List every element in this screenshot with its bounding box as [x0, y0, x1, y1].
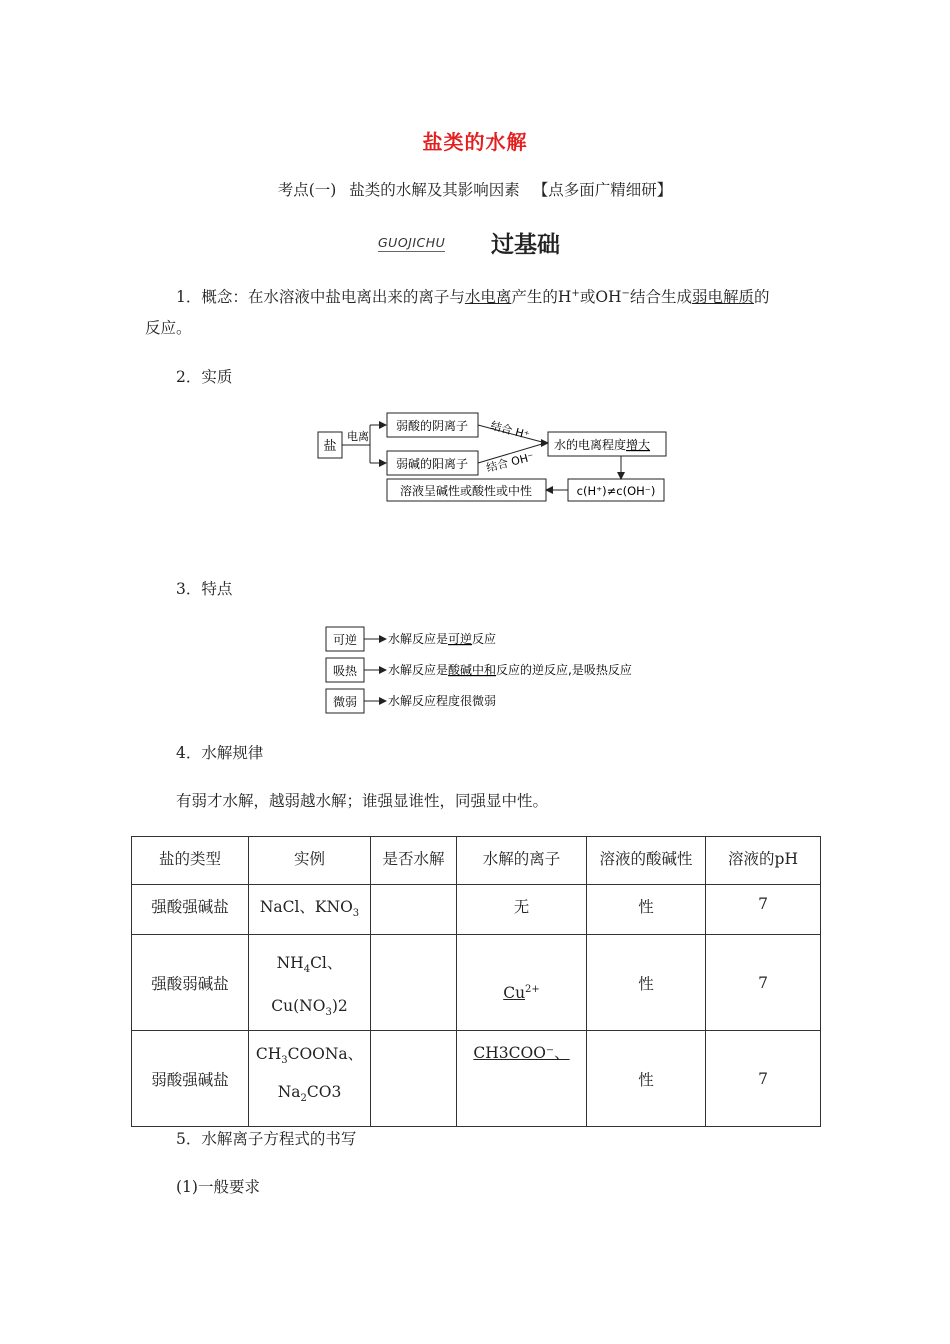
- salt-type-cell: 弱酸强碱盐: [132, 1031, 249, 1127]
- general-requirements: (1)一般要求: [176, 1178, 260, 1196]
- feature-text-1-blank: 可逆: [448, 632, 473, 646]
- hydrolysis-cell: [371, 935, 457, 1031]
- table-row: [132, 1031, 821, 1127]
- ion-cell: 无: [457, 885, 587, 935]
- ion-sup: 2+: [525, 983, 540, 995]
- section-subtitle: [0, 178, 950, 200]
- feature-box-2-label: 吸热: [332, 664, 358, 678]
- concept-sup1: +: [571, 287, 580, 299]
- example-tail-2: )2: [331, 996, 348, 1015]
- salt-type-cell: 强酸弱碱盐: [132, 935, 249, 1031]
- bind-oh-label: 结合 OH⁻: [485, 450, 536, 475]
- example-cell: [249, 1031, 371, 1127]
- example-tail: COONa、: [287, 1044, 364, 1063]
- features-heading: 3．特点: [176, 580, 233, 598]
- ph-cell: 7: [706, 1031, 821, 1127]
- table-header: 溶液的pH: [706, 837, 821, 885]
- concept-blank-1: 水电离: [464, 288, 512, 306]
- example-cell: [249, 885, 371, 935]
- example-sub-2: 2: [300, 1092, 307, 1104]
- concept-line2: 反应。: [145, 319, 192, 337]
- feature-text-2: [388, 662, 632, 677]
- feature-text-1-prefix: 水解反应是: [388, 632, 449, 646]
- feature-text-1: [388, 631, 496, 646]
- ionize-label: 电离: [347, 430, 369, 443]
- ion-text: Cu: [503, 984, 526, 1002]
- bind-h-label: 结合 H⁺: [489, 419, 531, 442]
- subtitle-part2: 盐类的水解及其影响因素: [349, 181, 520, 199]
- concept-suffix: 的: [753, 288, 770, 306]
- features-diagram: [320, 622, 670, 718]
- acidity-cell: 性: [587, 935, 706, 1031]
- banner-en: GUOJICHU: [378, 235, 446, 250]
- example-sub: 3: [281, 1054, 288, 1066]
- example-text: CH: [255, 1044, 282, 1063]
- table-header: 盐的类型: [132, 837, 249, 885]
- ph-cell: 7: [706, 935, 821, 1031]
- example-line-1: [249, 1041, 370, 1067]
- feature-text-2-blank: 酸碱中和: [448, 663, 497, 677]
- example-sub: 4: [303, 963, 311, 975]
- concept-line1: [176, 282, 836, 312]
- concept-mid3: 结合生成: [629, 288, 692, 306]
- concept-mid1: 产生的H: [511, 288, 572, 306]
- banner-zh: 过基础: [491, 232, 560, 258]
- feature-text-2-suffix: 反应的逆反应,是吸热反应: [496, 663, 632, 677]
- table-header: 实例: [249, 837, 371, 885]
- example-text: NH: [276, 953, 304, 972]
- ion-cell: [457, 1031, 587, 1127]
- hydrolysis-cell: [371, 885, 457, 935]
- essence-diagram: [310, 408, 670, 508]
- concept-sup2: −: [621, 287, 630, 299]
- rules-text: 有弱才水解，越弱越水解；谁强显谁性，同强显中性。: [176, 792, 549, 810]
- hydrolysis-table: [131, 836, 821, 1127]
- rules-heading: 4．水解规律: [176, 744, 264, 762]
- concept-blank-2: 弱电解质: [691, 288, 754, 306]
- result-blank: 增大: [626, 438, 651, 452]
- table-header: 是否水解: [371, 837, 457, 885]
- example-cell: [249, 935, 371, 1031]
- page-title: 盐类的水解: [422, 130, 528, 154]
- result-prefix: 水的电离程度: [554, 438, 627, 452]
- example-sub: 3: [352, 908, 360, 920]
- hydrolysis-cell: [371, 1031, 457, 1127]
- example-text-2: Cu(NO: [271, 996, 326, 1015]
- feature-text-2-prefix: 水解反应是: [388, 663, 449, 677]
- equation-heading: 5．水解离子方程式的书写: [176, 1130, 357, 1148]
- ion-cell: [457, 935, 587, 1031]
- concept-prefix: 1．概念：在水溶液中盐电离出来的离子与: [176, 288, 465, 306]
- feature-text-1-suffix: 反应: [472, 632, 497, 646]
- concept-mid2: 或OH: [579, 288, 622, 306]
- conc-label: c(H⁺)≠c(OH⁻): [576, 484, 656, 498]
- example-line-2: [249, 986, 370, 1026]
- banner: [378, 226, 578, 256]
- table-header: 溶液的酸碱性: [587, 837, 706, 885]
- salt-label: 盐: [323, 439, 337, 454]
- result-label: [554, 437, 650, 452]
- example-tail-2: CO3: [306, 1082, 342, 1101]
- salt-type-cell: 强酸强碱盐: [132, 885, 249, 935]
- example-text: NaCl、KNO: [259, 898, 353, 916]
- ion-text: CH3COO⁻、: [473, 1044, 570, 1062]
- table-row: [132, 935, 821, 1031]
- table-header: 水解的离子: [457, 837, 587, 885]
- example-line-2: [249, 1067, 370, 1117]
- feature-text-3: 水解反应程度很微弱: [388, 694, 497, 708]
- acidity-cell: 性: [587, 885, 706, 935]
- cation-label: 弱碱的阳离子: [395, 457, 469, 471]
- example-tail: Cl、: [310, 953, 343, 972]
- ph-cell: 7: [706, 885, 821, 935]
- essence-heading: 2．实质: [176, 368, 233, 386]
- feature-box-3-label: 微弱: [332, 695, 358, 709]
- acidity-cell: 性: [587, 1031, 706, 1127]
- subtitle-part1: 考点(一): [277, 181, 337, 199]
- example-text-2: Na: [277, 1082, 301, 1101]
- example-sub-2: 3: [325, 1006, 332, 1018]
- feature-box-1-label: 可逆: [332, 633, 358, 647]
- anion-label: 弱酸的阴离子: [395, 419, 469, 433]
- solution-label: 溶液呈碱性或酸性或中性: [399, 484, 533, 498]
- table-header-row: [132, 837, 821, 885]
- subtitle-part3: 【点多面广精细研】: [532, 181, 673, 199]
- table-row: [132, 885, 821, 935]
- example-line-1: [249, 940, 370, 986]
